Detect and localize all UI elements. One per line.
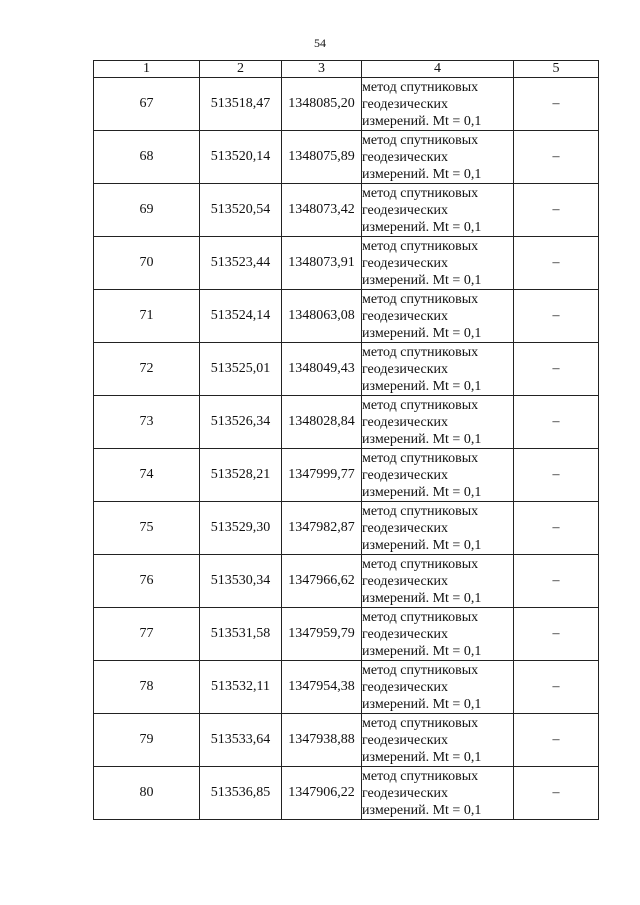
page-number: 54 xyxy=(314,36,326,50)
method-cell xyxy=(362,237,514,290)
method-line: геодезических xyxy=(362,785,449,801)
column-header-1: 1 xyxy=(94,61,200,78)
y-coordinate-cell: 1347999,77 xyxy=(282,449,362,502)
method-line: геодезических xyxy=(362,732,449,748)
x-coordinate-cell: 513523,44 xyxy=(200,237,282,290)
method-line: геодезических xyxy=(362,308,449,324)
method-line: метод спутниковых xyxy=(362,344,479,360)
x-coordinate-cell: 513532,11 xyxy=(200,661,282,714)
method-line: метод спутниковых xyxy=(362,238,479,254)
x-coordinate-cell: 513529,30 xyxy=(200,502,282,555)
table-row xyxy=(94,343,599,396)
column-header-4: 4 xyxy=(362,61,514,78)
method-line: геодезических xyxy=(362,414,449,430)
column-header-5: 5 xyxy=(514,61,599,78)
x-coordinate-cell: 513520,14 xyxy=(200,131,282,184)
note-cell: – xyxy=(514,661,599,714)
method-cell xyxy=(362,661,514,714)
x-coordinate-cell: 513525,01 xyxy=(200,343,282,396)
method-line: метод спутниковых xyxy=(362,715,479,731)
y-coordinate-cell: 1348085,20 xyxy=(282,78,362,131)
method-line: метод спутниковых xyxy=(362,185,479,201)
table-row xyxy=(94,449,599,502)
method-cell xyxy=(362,555,514,608)
note-cell: – xyxy=(514,78,599,131)
method-line: геодезических xyxy=(362,361,449,377)
method-line: метод спутниковых xyxy=(362,662,479,678)
method-line: измерений. Mt = 0,1 xyxy=(362,272,482,288)
method-line: метод спутниковых xyxy=(362,556,479,572)
method-line: измерений. Mt = 0,1 xyxy=(362,219,482,235)
method-cell xyxy=(362,343,514,396)
method-line: измерений. Mt = 0,1 xyxy=(362,590,482,606)
method-line: геодезических xyxy=(362,573,449,589)
method-cell xyxy=(362,767,514,820)
note-cell: – xyxy=(514,290,599,343)
y-coordinate-cell: 1348073,91 xyxy=(282,237,362,290)
table-row xyxy=(94,78,599,131)
method-line: метод спутниковых xyxy=(362,132,479,148)
y-coordinate-cell: 1347906,22 xyxy=(282,767,362,820)
y-coordinate-cell: 1348073,42 xyxy=(282,184,362,237)
x-coordinate-cell: 513533,64 xyxy=(200,714,282,767)
coordinates-table xyxy=(93,60,599,820)
method-line: метод спутниковых xyxy=(362,79,479,95)
method-line: геодезических xyxy=(362,149,449,165)
method-line: геодезических xyxy=(362,202,449,218)
point-number-cell: 68 xyxy=(94,131,200,184)
method-line: геодезических xyxy=(362,96,449,112)
column-header-2: 2 xyxy=(200,61,282,78)
x-coordinate-cell: 513528,21 xyxy=(200,449,282,502)
method-cell xyxy=(362,608,514,661)
method-line: измерений. Mt = 0,1 xyxy=(362,802,482,818)
method-cell xyxy=(362,396,514,449)
method-line: геодезических xyxy=(362,626,449,642)
method-line: измерений. Mt = 0,1 xyxy=(362,696,482,712)
method-line: геодезических xyxy=(362,679,449,695)
point-number-cell: 70 xyxy=(94,237,200,290)
point-number-cell: 80 xyxy=(94,767,200,820)
y-coordinate-cell: 1348028,84 xyxy=(282,396,362,449)
method-line: метод спутниковых xyxy=(362,768,479,784)
note-cell: – xyxy=(514,608,599,661)
method-line: метод спутниковых xyxy=(362,450,479,466)
y-coordinate-cell: 1347966,62 xyxy=(282,555,362,608)
method-line: измерений. Mt = 0,1 xyxy=(362,325,482,341)
point-number-cell: 67 xyxy=(94,78,200,131)
x-coordinate-cell: 513518,47 xyxy=(200,78,282,131)
column-header-3: 3 xyxy=(282,61,362,78)
table-row xyxy=(94,396,599,449)
x-coordinate-cell: 513530,34 xyxy=(200,555,282,608)
note-cell: – xyxy=(514,131,599,184)
method-cell xyxy=(362,714,514,767)
method-line: метод спутниковых xyxy=(362,609,479,625)
method-line: метод спутниковых xyxy=(362,291,479,307)
method-line: измерений. Mt = 0,1 xyxy=(362,113,482,129)
x-coordinate-cell: 513536,85 xyxy=(200,767,282,820)
table-row xyxy=(94,290,599,343)
note-cell: – xyxy=(514,343,599,396)
x-coordinate-cell: 513524,14 xyxy=(200,290,282,343)
note-cell: – xyxy=(514,396,599,449)
table-row xyxy=(94,661,599,714)
method-line: измерений. Mt = 0,1 xyxy=(362,749,482,765)
method-line: геодезических xyxy=(362,255,449,271)
method-line: измерений. Mt = 0,1 xyxy=(362,484,482,500)
note-cell: – xyxy=(514,714,599,767)
method-line: измерений. Mt = 0,1 xyxy=(362,431,482,447)
method-cell xyxy=(362,131,514,184)
x-coordinate-cell: 513531,58 xyxy=(200,608,282,661)
method-cell xyxy=(362,184,514,237)
method-line: метод спутниковых xyxy=(362,397,479,413)
table-row xyxy=(94,767,599,820)
point-number-cell: 74 xyxy=(94,449,200,502)
point-number-cell: 76 xyxy=(94,555,200,608)
y-coordinate-cell: 1347938,88 xyxy=(282,714,362,767)
x-coordinate-cell: 513520,54 xyxy=(200,184,282,237)
table-header-row xyxy=(94,61,599,78)
method-line: геодезических xyxy=(362,467,449,483)
table-row xyxy=(94,184,599,237)
method-cell xyxy=(362,502,514,555)
method-cell xyxy=(362,78,514,131)
method-cell xyxy=(362,290,514,343)
point-number-cell: 75 xyxy=(94,502,200,555)
note-cell: – xyxy=(514,237,599,290)
table-row xyxy=(94,237,599,290)
note-cell: – xyxy=(514,184,599,237)
note-cell: – xyxy=(514,449,599,502)
y-coordinate-cell: 1348063,08 xyxy=(282,290,362,343)
y-coordinate-cell: 1348049,43 xyxy=(282,343,362,396)
method-line: измерений. Mt = 0,1 xyxy=(362,166,482,182)
method-line: измерений. Mt = 0,1 xyxy=(362,643,482,659)
table-row xyxy=(94,714,599,767)
method-line: измерений. Mt = 0,1 xyxy=(362,537,482,553)
note-cell: – xyxy=(514,502,599,555)
y-coordinate-cell: 1347959,79 xyxy=(282,608,362,661)
x-coordinate-cell: 513526,34 xyxy=(200,396,282,449)
method-cell xyxy=(362,449,514,502)
method-line: измерений. Mt = 0,1 xyxy=(362,378,482,394)
note-cell: – xyxy=(514,555,599,608)
method-line: метод спутниковых xyxy=(362,503,479,519)
table-row xyxy=(94,131,599,184)
y-coordinate-cell: 1347954,38 xyxy=(282,661,362,714)
point-number-cell: 73 xyxy=(94,396,200,449)
method-line: геодезических xyxy=(362,520,449,536)
y-coordinate-cell: 1348075,89 xyxy=(282,131,362,184)
point-number-cell: 71 xyxy=(94,290,200,343)
y-coordinate-cell: 1347982,87 xyxy=(282,502,362,555)
point-number-cell: 69 xyxy=(94,184,200,237)
point-number-cell: 77 xyxy=(94,608,200,661)
table-row xyxy=(94,608,599,661)
point-number-cell: 72 xyxy=(94,343,200,396)
table-row xyxy=(94,555,599,608)
note-cell: – xyxy=(514,767,599,820)
table-row xyxy=(94,502,599,555)
point-number-cell: 79 xyxy=(94,714,200,767)
point-number-cell: 78 xyxy=(94,661,200,714)
